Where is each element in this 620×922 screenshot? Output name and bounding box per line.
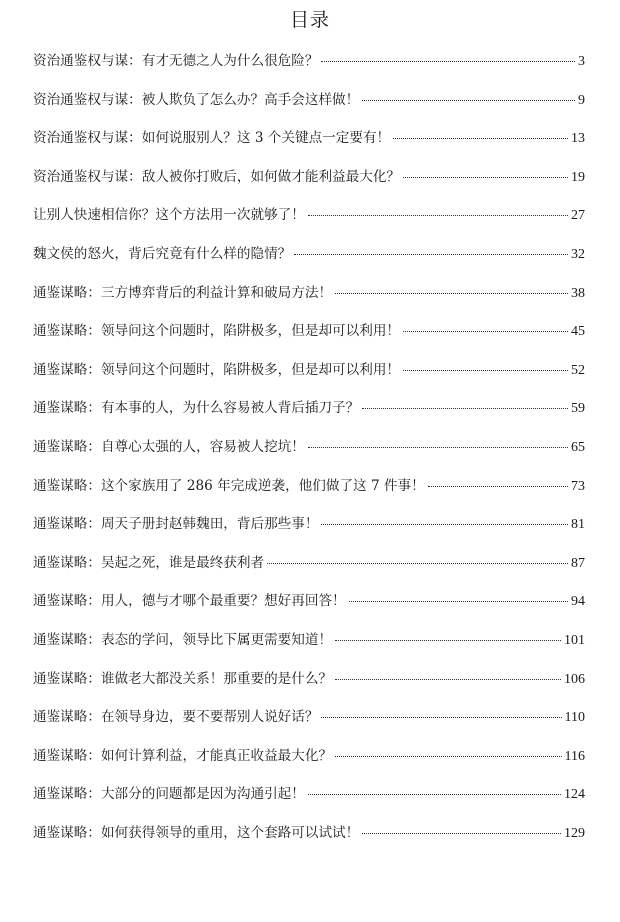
- dot-leader: [335, 679, 561, 680]
- toc-entry-page-number: 38: [571, 285, 585, 301]
- toc-entry-page-number: 81: [571, 517, 585, 533]
- dot-leader: [321, 524, 568, 525]
- toc-entry-title: 资治通鉴权与谋：敌人被你打败后，如何做才能利益最大化？: [33, 168, 401, 185]
- toc-entry-title: 通鉴谋略：有本事的人，为什么容易被人背后插刀子？: [33, 400, 360, 417]
- dot-leader: [362, 408, 568, 409]
- toc-entry-title: 通鉴谋略：大部分的问题都是因为沟通引起！: [33, 786, 305, 803]
- toc-entry-title: 魏文侯的怒火，背后究竟有什么样的隐情？: [33, 245, 292, 262]
- toc-entry[interactable]: [33, 85, 585, 124]
- dot-leader: [393, 138, 568, 139]
- toc-entry-title: 通鉴谋略：用人，德与才哪个最重要？想好再回答！: [33, 593, 346, 610]
- toc-entry[interactable]: [33, 548, 585, 587]
- toc-entry[interactable]: [33, 509, 585, 548]
- toc-entry-title: 通鉴谋略：表态的学问，领导比下属更需要知道！: [33, 631, 333, 648]
- toc-entry[interactable]: [33, 779, 585, 818]
- toc-entry-title: 通鉴谋略：领导问这个问题时，陷阱极多，但是却可以利用！: [33, 361, 401, 378]
- dot-leader: [335, 756, 561, 757]
- toc-entry-title: 资治通鉴权与谋：有才无德之人为什么很危险？: [33, 53, 319, 69]
- toc-entry-page-number: 3: [578, 54, 585, 69]
- toc-entry-page-number: 110: [564, 710, 585, 726]
- dot-leader: [308, 794, 561, 795]
- toc-entry[interactable]: [33, 278, 585, 317]
- toc-entry[interactable]: [33, 393, 585, 432]
- toc-entry[interactable]: [33, 355, 585, 394]
- toc-entry[interactable]: [33, 702, 585, 741]
- toc-entry-title: 通鉴谋略：三方博弈背后的利益计算和破局方法！: [33, 284, 333, 301]
- toc-entry[interactable]: [33, 471, 585, 510]
- toc-entry-page-number: 13: [571, 131, 585, 147]
- toc-title: 目录: [289, 9, 330, 31]
- dot-leader: [403, 370, 568, 371]
- dot-leader: [403, 177, 568, 178]
- toc-entry-page-number: 124: [564, 787, 585, 803]
- toc-entry-page-number: 129: [564, 825, 585, 841]
- dot-leader: [362, 100, 575, 101]
- toc-entry-page-number: 73: [571, 478, 585, 494]
- dot-leader: [428, 486, 568, 487]
- toc-entry[interactable]: [33, 200, 585, 239]
- toc-entry-title: 通鉴谋略：谁做老大都没关系！那重要的是什么？: [33, 670, 333, 687]
- dot-leader: [308, 215, 568, 216]
- dot-leader: [349, 601, 568, 602]
- toc-entry-title: 通鉴谋略：在领导身边，要不要帮别人说好话？: [33, 709, 319, 726]
- toc-entry[interactable]: [33, 316, 585, 355]
- toc-entry-page-number: 65: [571, 439, 585, 455]
- dot-leader: [321, 717, 561, 718]
- toc-entry-page-number: 59: [571, 401, 585, 417]
- toc-entry-title: 通鉴谋略：自尊心太强的人，容易被人挖坑！: [33, 438, 305, 455]
- toc-entry[interactable]: [33, 586, 585, 625]
- dot-leader: [335, 640, 561, 641]
- toc-entry-page-number: 94: [571, 594, 585, 610]
- dot-leader: [403, 331, 568, 332]
- toc-entry[interactable]: [33, 123, 585, 162]
- toc-entry-title: 通鉴谋略：如何获得领导的重用，这个套路可以试试！: [33, 824, 360, 841]
- toc-entry-page-number: 32: [571, 246, 585, 262]
- toc-entry-title: 资治通鉴权与谋：如何说服别人？这 3 个关键点一定要有！: [33, 130, 391, 147]
- toc-entry[interactable]: [33, 432, 585, 471]
- toc-entry[interactable]: [33, 239, 585, 278]
- toc-entry-page-number: 106: [564, 671, 585, 687]
- toc-entry-title: 通鉴谋略：如何计算利益，才能真正收益最大化？: [33, 747, 333, 764]
- toc-entry-page-number: 27: [571, 208, 585, 224]
- dot-leader: [321, 61, 575, 62]
- toc-entry-title: 通鉴谋略：吴起之死，谁是最终获利者: [33, 554, 265, 571]
- toc-entry-title: 资治通鉴权与谋：被人欺负了怎么办？高手会这样做！: [33, 91, 360, 108]
- dot-leader: [335, 293, 568, 294]
- dot-leader: [294, 254, 568, 255]
- toc-entry-title: 让别人快速相信你？这个方法用一次就够了！: [33, 207, 305, 224]
- dot-leader: [308, 447, 568, 448]
- toc-entry-title: 通鉴谋略：这个家族用了 286 年完成逆袭，他们做了这 7 件事！: [33, 477, 425, 494]
- toc-entry-page-number: 116: [564, 748, 585, 764]
- toc-entry[interactable]: [33, 162, 585, 201]
- toc-entry-page-number: 52: [571, 362, 585, 378]
- dot-leader: [362, 833, 561, 834]
- toc-entry-title: 通鉴谋略：周天子册封赵韩魏田，背后那些事！: [33, 516, 319, 533]
- toc-entry-page-number: 45: [571, 324, 585, 340]
- toc-entry[interactable]: [33, 818, 585, 857]
- toc-entry[interactable]: [33, 741, 585, 780]
- toc-entry-page-number: 87: [571, 555, 585, 571]
- toc-entry[interactable]: [33, 46, 585, 85]
- toc-entry-page-number: 101: [564, 632, 585, 648]
- dot-leader: [267, 563, 568, 564]
- toc-list: [33, 46, 585, 856]
- toc-entry[interactable]: [33, 625, 585, 664]
- toc-entry-page-number: 19: [571, 169, 585, 185]
- toc-entry-page-number: 9: [578, 92, 585, 108]
- toc-entry-title: 通鉴谋略：领导问这个问题时，陷阱极多，但是却可以利用！: [33, 323, 401, 340]
- toc-entry[interactable]: [33, 664, 585, 703]
